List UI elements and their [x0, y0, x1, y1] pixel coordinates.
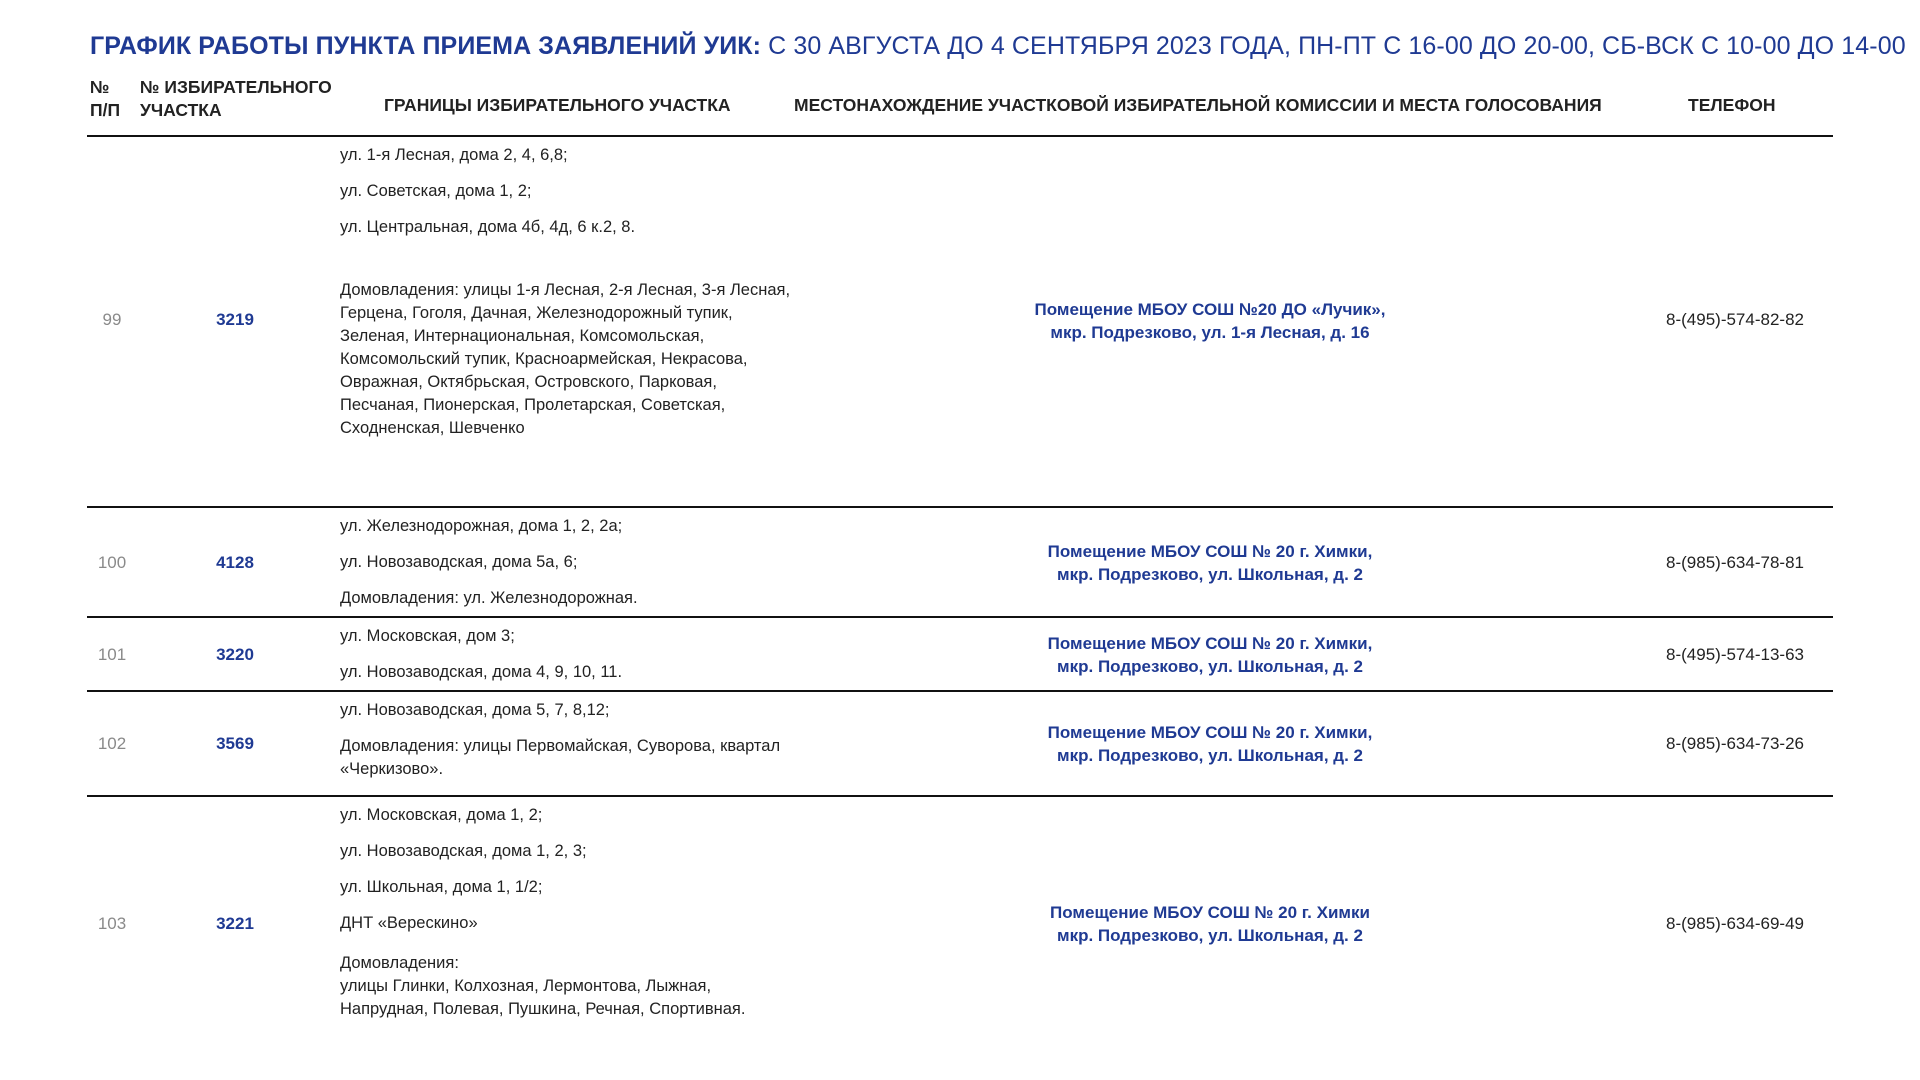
phone-number: 8-(495)-574-82-82: [1666, 310, 1804, 329]
boundary-line: ул. Новозаводская, дома 1, 2, 3;: [340, 842, 587, 860]
precinct-number: 3569: [216, 734, 254, 753]
polling-location: Помещение МБОУ СОШ № 20 г. Химки, мкр. Подрезково, ул. Школьная, д. 2: [1047, 723, 1373, 765]
precinct-number: 4128: [216, 553, 254, 572]
title-bold: ГРАФИК РАБОТЫ ПУНКТА ПРИЕМА ЗАЯВЛЕНИЙ УИК:: [90, 32, 762, 60]
precinct-number: 3219: [216, 310, 254, 329]
polling-location: Помещение МБОУ СОШ №20 ДО «Лучик», мкр. Подрезково, ул. 1-я Лесная, д. 16: [1034, 300, 1386, 342]
boundary-line: ул. Новозаводская, дома 5а, 6;: [340, 553, 578, 571]
row-number: 100: [97, 553, 127, 572]
precinct-boundaries: [340, 144, 800, 453]
boundary-line: ул. Московская, дом 3;: [340, 627, 515, 645]
row-number: 99: [102, 310, 122, 329]
boundary-line: ул. Новозаводская, дома 5, 7, 8,12;: [340, 701, 610, 719]
header-phone: ТЕЛЕФОН: [1688, 94, 1776, 115]
boundary-line: ул. Новозаводская, дома 4, 9, 10, 11.: [340, 663, 623, 681]
polling-location: Помещение МБОУ СОШ № 20 г. Химки мкр. Подрезково, ул. Школьная, д. 2: [1050, 903, 1370, 945]
header-precinct: № ИЗБИРАТЕЛЬНОГО УЧАСТКА: [140, 77, 332, 120]
header-boundaries: ГРАНИЦЫ ИЗБИРАТЕЛЬНОГО УЧАСТКА: [384, 94, 731, 115]
precinct-boundaries: [340, 625, 800, 697]
precinct-boundaries: [340, 515, 800, 623]
boundary-line: Домовладения: улицы 1-я Лесная, 2-я Лесная, 3-я Лесная, Герцена, Гоголя, Дачная, Железнодорожный тупик, Зеленая, Интернациональная, Комсомольская, Комсомольский тупик, Красноармейская, Некрасова, Овражная, Октябрьская, Островского, Парковая, Песчаная, Пионерская, Пролетарская, Советская, Сходненская, Шевченко: [340, 281, 791, 437]
boundary-line: ул. Школьная, дома 1, 1/2;: [340, 878, 543, 896]
phone-number: 8-(495)-574-13-63: [1666, 645, 1804, 664]
row-divider: [87, 795, 1833, 797]
row-divider: [87, 616, 1833, 618]
boundary-line: Домовладения: улицы Глинки, Колхозная, Лермонтова, Лыжная, Напрудная, Полевая, Пушкина, Речная, Спортивная.: [340, 954, 746, 1018]
header-num: № П/П: [90, 77, 121, 120]
phone-number: 8-(985)-634-73-26: [1666, 734, 1804, 753]
boundary-line: Домовладения: ул. Железнодорожная.: [340, 589, 638, 607]
row-number: 103: [97, 914, 127, 933]
polling-location: Помещение МБОУ СОШ № 20 г. Химки, мкр. Подрезково, ул. Школьная, д. 2: [1047, 634, 1373, 676]
row-number: 101: [97, 645, 127, 664]
row-number: 102: [97, 734, 127, 753]
boundary-line: ул. Железнодорожная, дома 1, 2, 2а;: [340, 517, 623, 535]
boundary-line: ул. Московская, дома 1, 2;: [340, 806, 543, 824]
boundary-line: ул. Советская, дома 1, 2;: [340, 182, 532, 200]
boundary-line: Домовладения: улицы Первомайская, Суворова, квартал «Черкизово».: [340, 737, 781, 778]
header-divider: [87, 135, 1833, 137]
boundary-line: ул. Центральная, дома 4б, 4д, 6 к.2, 8.: [340, 218, 636, 236]
polling-location: Помещение МБОУ СОШ № 20 г. Химки, мкр. Подрезково, ул. Школьная, д. 2: [1047, 542, 1373, 584]
precinct-number: 3220: [216, 645, 254, 664]
precinct-boundaries: [340, 804, 800, 1034]
header-location: МЕСТОНАХОЖДЕНИЕ УЧАСТКОВОЙ ИЗБИРАТЕЛЬНОЙ КОМИССИИ И МЕСТА ГОЛОСОВАНИЯ: [794, 94, 1602, 115]
page-title: [90, 32, 1906, 61]
title-schedule: С 30 АВГУСТА ДО 4 СЕНТЯБРЯ 2023 ГОДА, ПН-ПТ С 16-00 ДО 20-00, СБ-ВСК С 10-00 ДО 14-00: [761, 32, 1906, 60]
row-divider: [87, 506, 1833, 508]
phone-number: 8-(985)-634-78-81: [1666, 553, 1804, 572]
precinct-number: 3221: [216, 914, 254, 933]
precinct-boundaries: [340, 699, 800, 794]
phone-number: 8-(985)-634-69-49: [1666, 914, 1804, 933]
boundary-line: ДНТ «Верескино»: [340, 914, 478, 932]
boundary-line: ул. 1-я Лесная, дома 2, 4, 6,8;: [340, 146, 568, 164]
row-divider: [87, 690, 1833, 692]
